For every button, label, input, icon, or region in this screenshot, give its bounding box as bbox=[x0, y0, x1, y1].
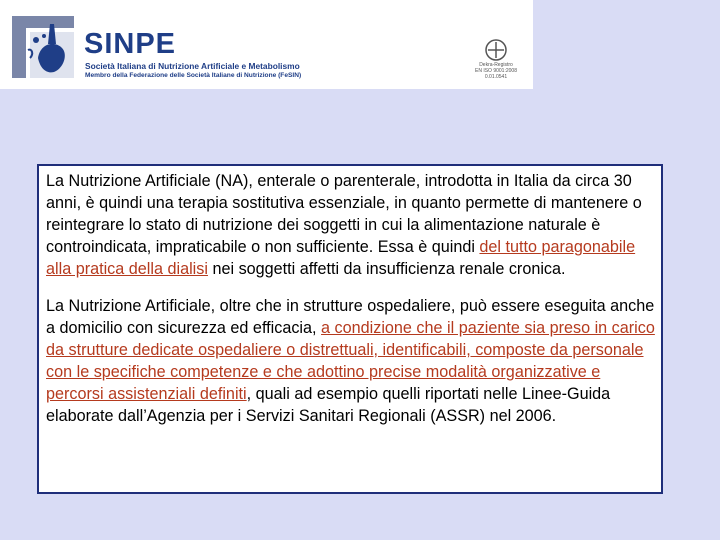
brand-name: SINPE bbox=[84, 28, 177, 60]
paragraph-1 bbox=[46, 170, 655, 280]
certification-seal-icon bbox=[484, 38, 508, 62]
brand-subtitle: Società Italiana di Nutrizione Artificiale e Metabolismo bbox=[85, 61, 300, 71]
content-box bbox=[37, 164, 663, 494]
header-banner bbox=[0, 0, 533, 89]
cert-line-3: 0.01.0541 bbox=[484, 74, 508, 80]
paragraph-2-highlight: a condizione che il paziente sia preso in carico da strutture dedicate ospedaliere o distrettuali, identificabili, composte da personale con le specifiche competenze e che adottino precise modalità organizzative e percorsi assistenziali definiti bbox=[46, 319, 655, 403]
cert-line-1: Dekra-Registro bbox=[479, 62, 513, 68]
brand-membership: Membro della Federazione delle Società Italiane di Nutrizione (FeSIN) bbox=[85, 72, 302, 79]
paragraph-1-highlight: del tutto paragonabile alla pratica della dialisi bbox=[46, 238, 636, 278]
sinpe-logo-icon bbox=[10, 14, 76, 80]
paragraph-2 bbox=[46, 295, 655, 427]
paragraph-1-text-a: La Nutrizione Artificiale (NA), enterale o parenterale, introdotta in Italia da circa 30 anni, è quindi una terapia sostitutiva essenziale, in quanto permette di mantenere o reintegrare lo stato di nutrizione dei soggetti in cui la alimentazione naturale è controindicata, impraticabile o non sufficiente. Essa è quindi bbox=[46, 172, 642, 256]
cert-line-2: EN ISO 9001:2008 bbox=[475, 68, 517, 74]
certification-seal bbox=[472, 38, 520, 82]
paragraph-1-text-b: nei soggetti affetti da insufficienza renale cronica. bbox=[207, 260, 566, 278]
paragraph-2-text-a: La Nutrizione Artificiale, oltre che in strutture ospedaliere, può essere eseguita anche a domicilio con sicurezza ed efficacia, bbox=[46, 297, 655, 337]
paragraph-2-text-b: , quali ad esempio quelli riportati nelle Linee-Guida elaborate dall’Agenzia per i Servizi Sanitari Regionali (ASSR) nel 2006. bbox=[46, 385, 611, 425]
